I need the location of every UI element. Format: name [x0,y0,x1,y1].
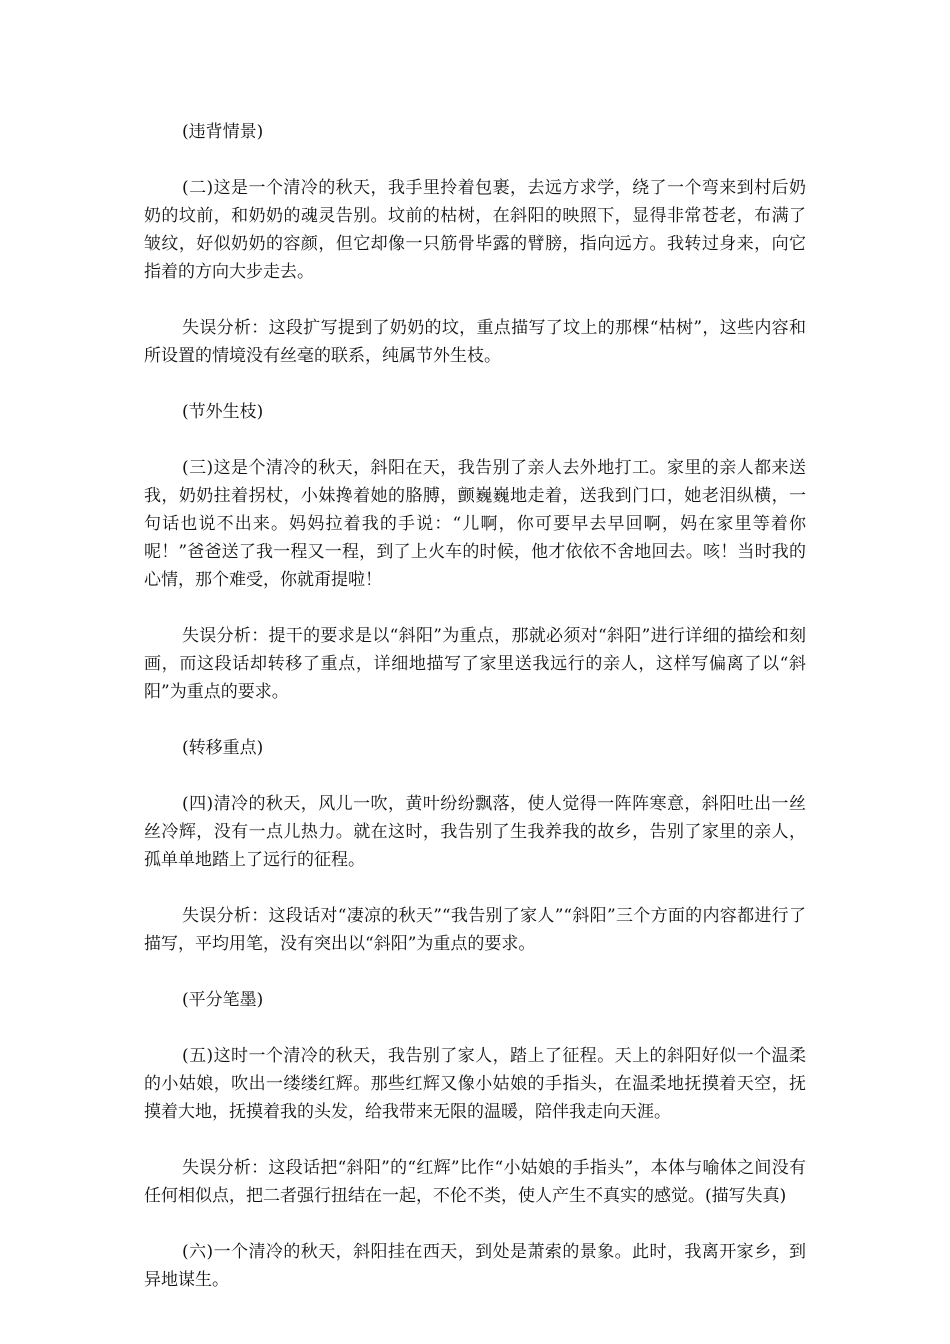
spacer [144,1210,806,1238]
document-body [144,118,806,1294]
paragraph: (二)这是一个清冷的秋天，我手里拎着包裹，去远方求学，绕了一个弯来到村后奶奶的坟前，和奶奶的魂灵告别。坟前的枯树，在斜阳的映照下，显得非常苍老，布满了皱纹，好似奶奶的容颜，但它却像一只筋骨毕露的臂膀，指向远方。我转过身来，向它指着的方向大步走去。 [144,178,806,282]
paragraph: (六)一个清冷的秋天，斜阳挂在西天，到处是萧索的景象。此时，我离开家乡，到异地谋生。 [144,1242,806,1290]
spacer [144,426,806,454]
analysis-paragraph: 失误分析：提干的要求是以“斜阳”为重点，那就必须对“斜阳”进行详细的描绘和刻画，而这段话却转移了重点，详细地描写了家里送我远行的亲人，这样写偏离了以“斜阳”为重点的要求。 [144,626,806,702]
analysis-paragraph: 失误分析：这段扩写提到了奶奶的坟，重点描写了坟上的那棵“枯树”，这些内容和所设置的情境没有丝毫的联系，纯属节外生枝。 [144,318,806,366]
paragraph: (五)这时一个清冷的秋天，我告别了家人，踏上了征程。天上的斜阳好似一个温柔的小姑娘，吹出一缕缕红辉。那些红辉又像小姑娘的手指头，在温柔地抚摸着天空，抚摸着大地，抚摸着我的头发，给我带来无限的温暖，陪伴我走向天涯。 [144,1046,806,1122]
analysis-paragraph: 失误分析：这段话把“斜阳”的“红辉”比作“小姑娘的手指头”，本体与喻体之间没有任何相似点，把二者强行扭结在一起，不伦不类，使人产生不真实的感觉。(描写失真) [144,1158,806,1206]
spacer [144,958,806,986]
spacer [144,762,806,790]
section-tag: (节外生枝) [182,402,264,422]
spacer [144,1014,806,1042]
section-tag: (违背情景) [182,122,264,142]
spacer [144,286,806,314]
spacer [144,594,806,622]
spacer [144,1126,806,1154]
spacer [144,706,806,734]
spacer [144,146,806,174]
spacer [144,874,806,902]
section-tag: (平分笔墨) [182,990,264,1010]
analysis-paragraph: 失误分析：这段话对“凄凉的秋天”“我告别了家人”“斜阳”三个方面的内容都进行了描写，平均用笔，没有突出以“斜阳”为重点的要求。 [144,906,806,954]
paragraph: (三)这是个清冷的秋天，斜阳在天，我告别了亲人去外地打工。家里的亲人都来送我，奶奶拄着拐杖，小妹搀着她的胳膊，颤巍巍地走着，送我到门口，她老泪纵横，一句话也说不出来。妈妈拉着我的手说：“儿啊，你可要早去早回啊，妈在家里等着你呢！”爸爸送了我一程又一程，到了上火车的时候，他才依依不舍地回去。咳！当时我的心情，那个难受，你就甭提啦！ [144,458,806,590]
spacer [144,370,806,398]
section-tag: (转移重点) [182,738,264,758]
paragraph: (四)清冷的秋天，风儿一吹，黄叶纷纷飘落，使人觉得一阵阵寒意，斜阳吐出一丝丝冷辉，没有一点儿热力。就在这时，我告别了生我养我的故乡，告别了家里的亲人，孤单单地踏上了远行的征程。 [144,794,806,870]
